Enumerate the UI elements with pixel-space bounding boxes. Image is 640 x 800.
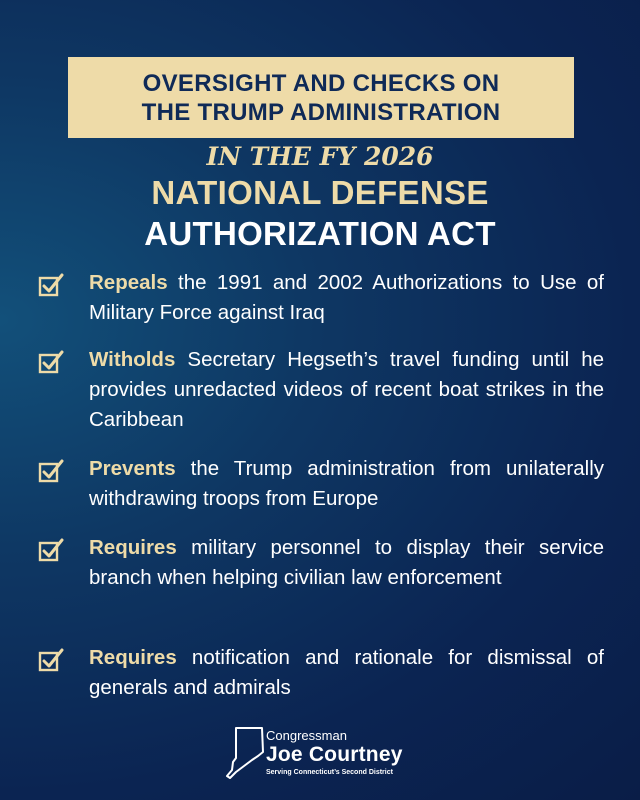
list-item-text (89, 268, 604, 328)
checkbox-check-icon (38, 272, 64, 298)
checkbox-check-icon (38, 537, 64, 563)
list-item-body: the 1991 and 2002 Authorizations to Use of Military Force against Iraq (89, 271, 604, 324)
list-item-lead: Requires (89, 536, 177, 559)
act-title-line-1: NATIONAL DEFENSE (151, 174, 489, 211)
banner-line-2: THE TRUMP ADMINISTRATION (141, 98, 501, 126)
list-item-text (89, 454, 604, 514)
list-item-lead: Repeals (89, 271, 168, 294)
list-item-body: notification and rationale for dismissal of generals and admirals (89, 646, 604, 699)
logo-tagline: Serving Connecticut’s Second District (266, 769, 393, 776)
list-item-body: Secretary Hegseth’s travel funding until he provides unredacted videos of recent boat strikes in the Caribbean (89, 348, 604, 431)
list-item-body: military personnel to display their service branch when helping civilian law enforcement (89, 536, 604, 589)
list-item-lead: Prevents (89, 457, 176, 480)
list-item-text (89, 533, 604, 593)
list-item-text (89, 643, 604, 703)
list-item-lead: Requires (89, 646, 177, 669)
logo-name: Joe Courtney (266, 743, 403, 766)
list-item-text (89, 345, 604, 435)
logo-congressman: Congressman (266, 728, 347, 743)
banner-line-1: OVERSIGHT AND CHECKS ON (142, 69, 500, 97)
list-item-lead: Witholds (89, 348, 176, 371)
title-banner (68, 57, 574, 138)
checkbox-check-icon (38, 349, 64, 375)
act-title-line-2: AUTHORIZATION ACT (144, 215, 496, 252)
congressman-logo (222, 722, 422, 792)
checkbox-check-icon (38, 647, 64, 673)
subtitle: IN THE FY 2026 (206, 142, 434, 171)
checkbox-check-icon (38, 458, 64, 484)
list-item-body: the Trump administration from unilaterally withdrawing troops from Europe (89, 457, 604, 510)
